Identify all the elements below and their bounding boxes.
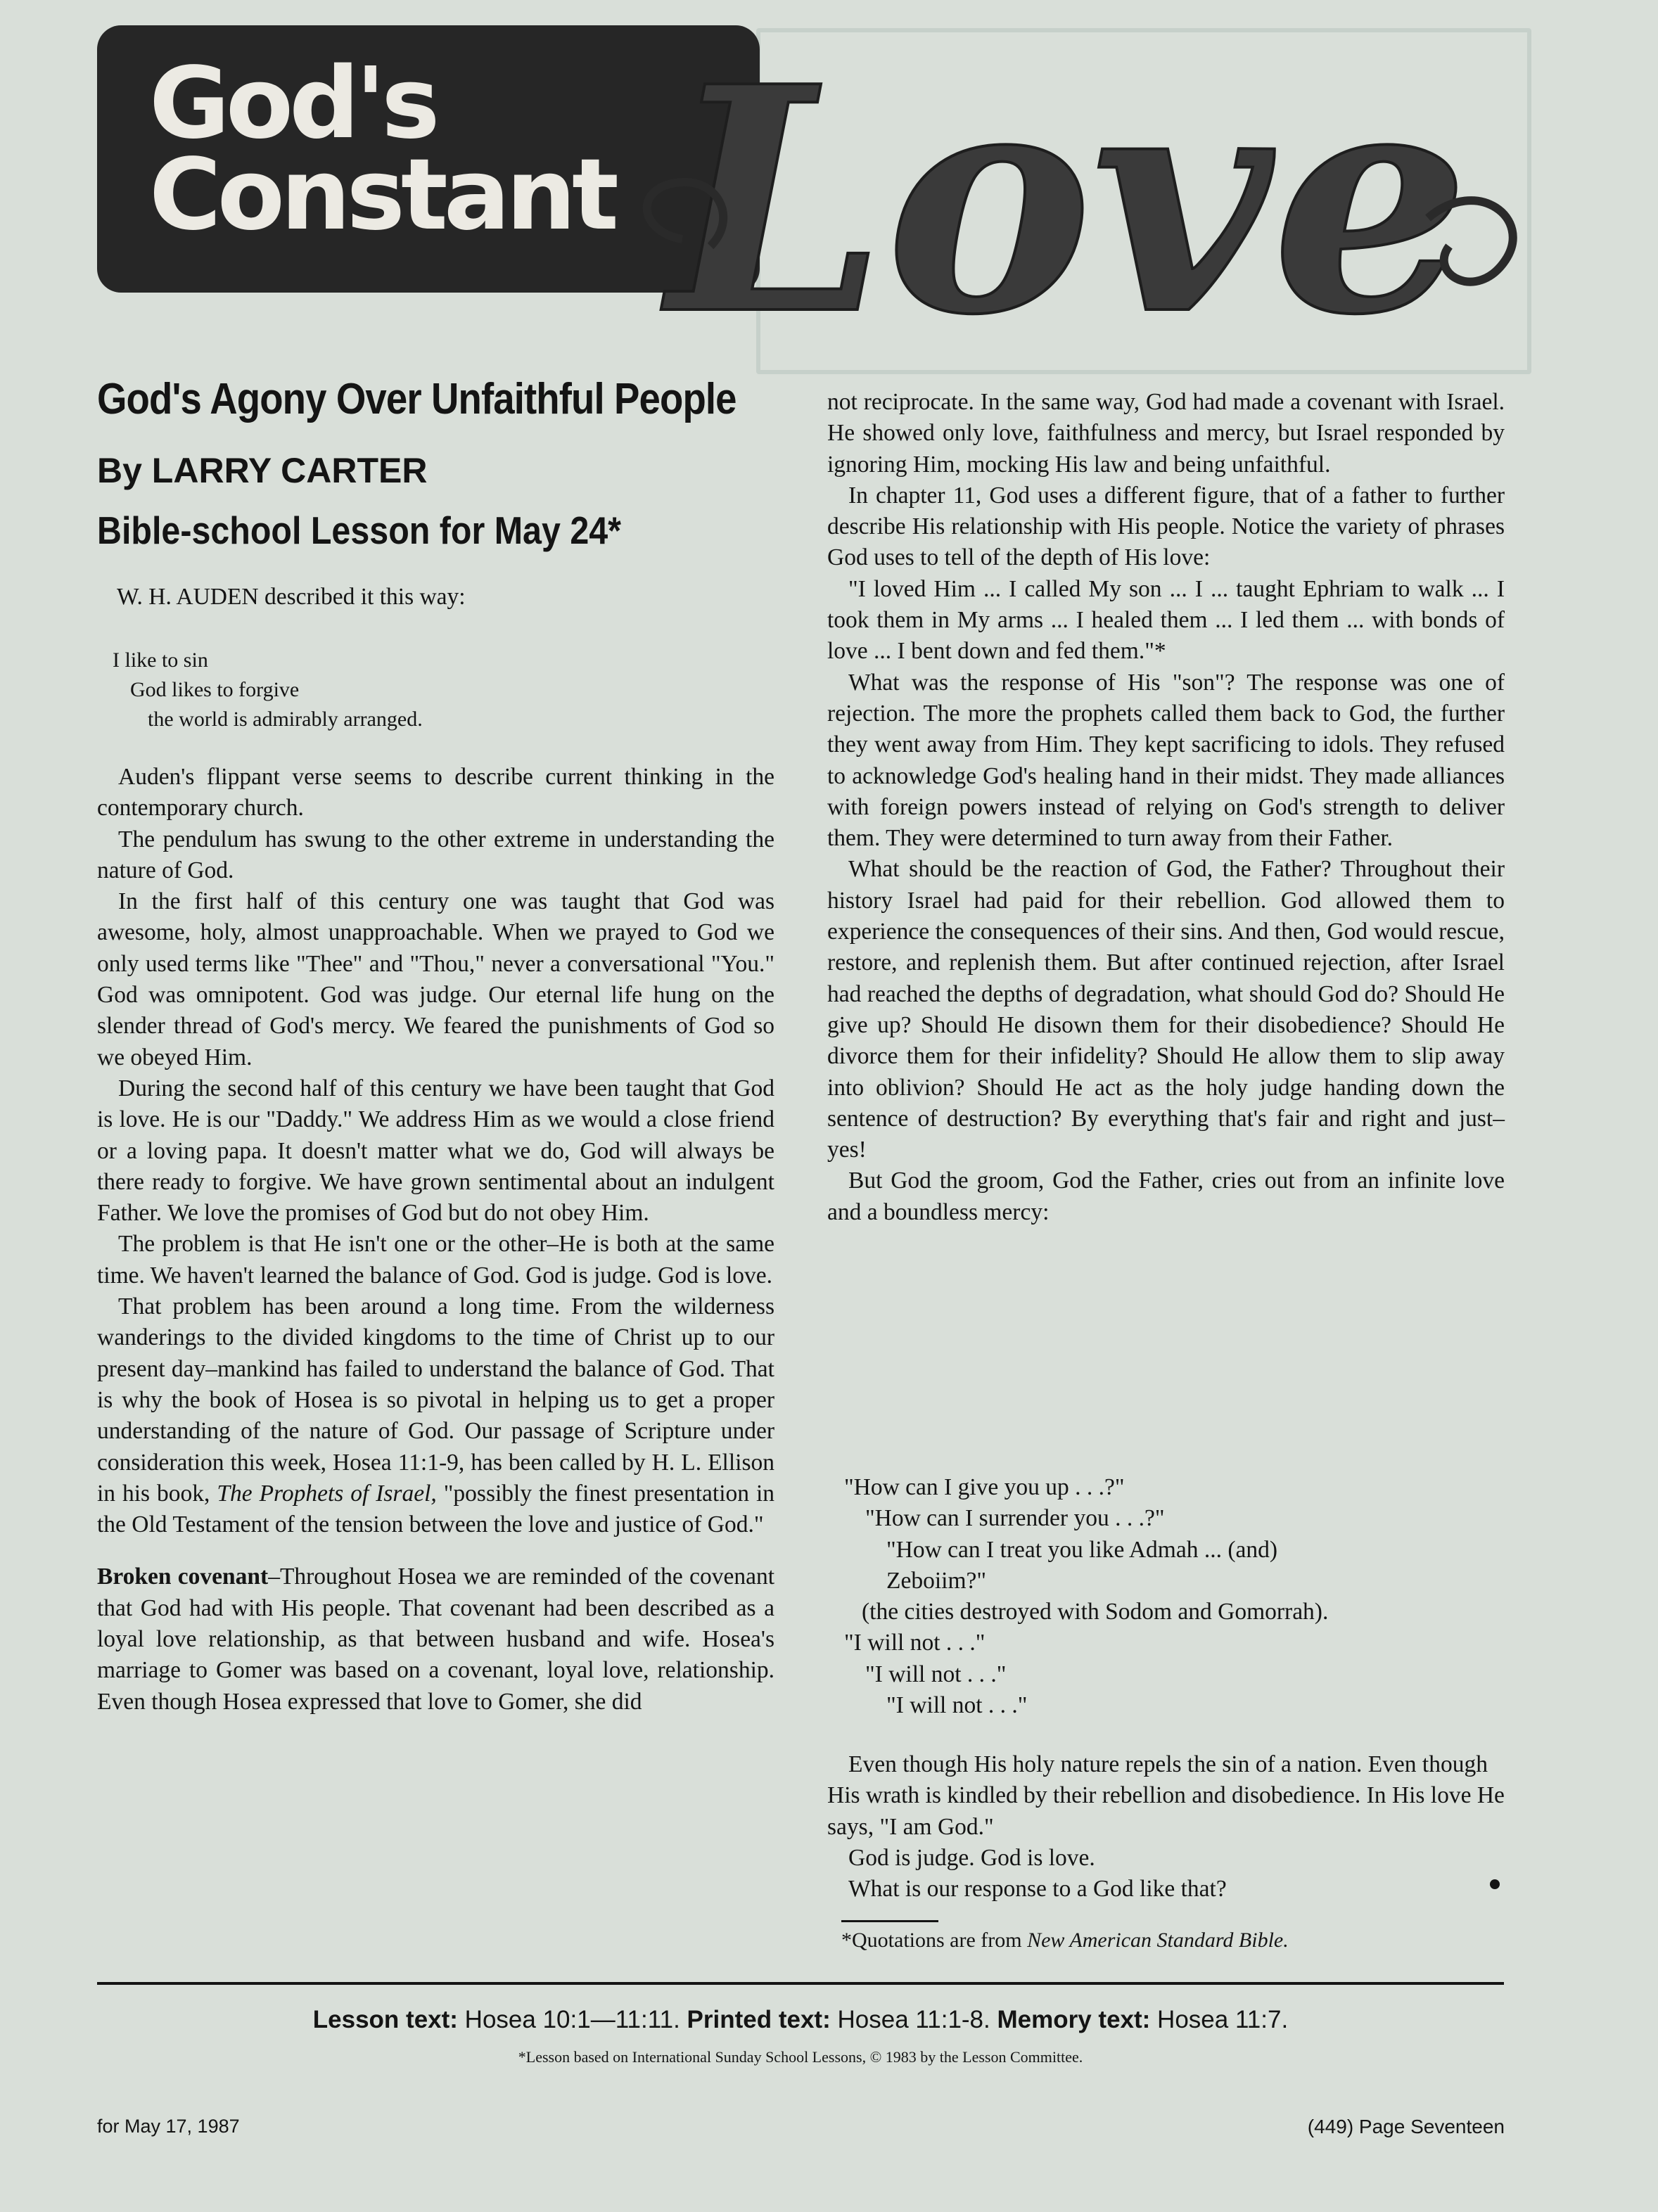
memory-value: Hosea 11:7. [1157,2006,1289,2033]
footnote [841,1929,1289,1952]
lesson-subheadline: Bible-school Lesson for May 24* [97,509,622,552]
title-line-2: Constant [149,138,615,252]
poem-line: Zeboiim?" [886,1567,987,1594]
issue-date: for May 17, 1987 [97,2116,240,2137]
paragraph: Auden's flippant verse seems to describe current thinking in the contemporary church. [97,764,774,821]
paragraph: During the second half of this century we have been taught that God is love. He is our "Daddy." We address Him as we would a close friend or a loving papa. It doesn't matter what we do, God will always be there ready to forgive. We have grown sentimental about an indulgent Father. We love the promises of God but do not obey Him. [97,1075,774,1227]
section-heading: Broken covenant [97,1564,269,1590]
divider-rule [97,1982,1504,1985]
right-column [827,387,1505,1228]
printed-label: Printed text: [687,2006,831,2033]
printed-value: Hosea 11:1-8. [837,2006,990,2033]
paragraph: What is our response to a God like that? [848,1876,1227,1903]
article-headline: God's Agony Over Unfaithful People [97,375,736,423]
lesson-label: Lesson text: [312,2006,458,2033]
verse-line: I like to sin [113,648,208,672]
poem-line: "I will not . . ." [865,1661,1007,1687]
end-bullet [1490,1879,1500,1889]
book-title: The Prophets of Israel, [217,1480,437,1507]
intro-line: W. H. AUDEN described it this way: [117,584,466,610]
page-number: (449) Page Seventeen [1307,2116,1505,2137]
footnote-prefix: *Quotations are from [841,1929,1022,1952]
paragraph-text: That problem has been around a long time. From the wilderness wanderings to the divided kingdoms to the time of Christ up to our present day–mankind has failed to understand the balance of God. That is why the book of Hosea is so pivotal in helping us to get a proper understanding of the nature of God. Our passage of Scripture under consideration this week, Hosea 11:1-9, has been called by H. L. Ellison in his book, [97,1293,774,1507]
paragraph: Even though His holy nature repels the sin of a nation. Even though His wrath is kindled by their rebellion and disobedience. In His love He says, "I am God." [827,1751,1505,1840]
paragraph: The pendulum has swung to the other extreme in understanding the nature of God. [97,826,774,883]
love-script-logo [633,7,1541,401]
memory-label: Memory text: [997,2006,1151,2033]
poem-line: "I will not . . ." [844,1630,986,1656]
footnote-rule [841,1920,938,1922]
lesson-value: Hosea 10:1—11:11. [464,2006,680,2033]
citation-quote: "possibly the finest presentation in the Old Testament of the tension between the love and justice of God." [97,1480,775,1538]
section-text: –Throughout Hosea we are reminded of the covenant that God had with His people. That covenant had been described as a loyal love relationship, as that between husband and wife. Hosea's marriage to Gomer was based on a covenant, loyal love, relationship. Even though Hosea expressed that love to Gomer, she did [97,1564,774,1715]
lesson-credit: *Lesson based on International Sunday School Lessons, © 1983 by the Lesson Committee. [518,2048,1083,2066]
verse-line: the world is admirably arranged. [148,708,423,731]
auden-verse [113,646,423,734]
left-column [97,762,774,1718]
paragraph: "I loved Him ... I called My son ... I ... taught Ephriam to walk ... I took them in My arms ... I healed them ... I led them ... with bonds of love ... I bent down and fed them."* [827,575,1505,665]
closing-text [827,1749,1505,1905]
paragraph: But God the groom, God the Father, cries out from an infinite love and a boundless mercy: [827,1168,1505,1225]
poem-line: "How can I surrender you . . .?" [865,1505,1165,1532]
poem-line: "How can I treat you like Admah ... (and) [886,1536,1278,1563]
paragraph: The problem is that He isn't one or the other–He is both at the same time. We haven't learned the balance of God. God is judge. God is love. [97,1231,774,1289]
paragraph: What was the response of His "son"? The response was one of rejection. The more the prophets called them back to God, the further they went away from Him. They kept sacrificing to idols. They refused to acknowledge God's healing hand in their midst. They made alliances with foreign powers instead of relying on God's strength to deliver them. They were determined to turn away from their Father. [827,669,1505,852]
paragraph: In chapter 11, God uses a different figure, that of a father to further describe His relationship with His people. Notice the variety of phrases God uses to tell of the depth of His love: [827,482,1505,571]
paragraph-with-citation [97,1291,774,1540]
poem-line: (the cities destroyed with Sodom and Gomorrah). [862,1599,1329,1625]
paragraph: God is judge. God is love. [848,1844,1095,1871]
section-paragraph [97,1561,774,1717]
love-script-text: Love [668,19,1469,383]
lesson-texts [97,2006,1504,2034]
poem-line: "I will not . . ." [886,1692,1028,1719]
title-line-1: God's [149,46,436,161]
poem-line: "How can I give you up . . .?" [844,1474,1125,1500]
verse-line: God likes to forgive [130,678,300,701]
paragraph: What should be the reaction of God, the Father? Throughout their history Israel had paid for their rebellion. God allowed them to experience the consequences of their sins. And then, God would rescue, restore, and replenish them. But after continued rejection, after Israel had reached the depths of degradation, what should God do? Should He give up? Should He disown them for their disobedience? Should He divorce them for their infidelity? Should He allow them to slip away into oblivion? Should He act as the holy judge handing down the sentence of destruction? By everything that's fair and right and just–yes! [827,856,1505,1163]
footnote-source: New American Standard Bible. [1027,1929,1289,1952]
hosea-poem [844,1472,1505,1721]
byline: By LARRY CARTER [97,451,428,490]
paragraph: not reciprocate. In the same way, God had made a covenant with Israel. He showed only love, faithfulness and mercy, but Israel responded by ignoring Him, mocking His law and being unfaithful. [827,389,1505,478]
paragraph: In the first half of this century one was taught that God was awesome, holy, almost unapproachable. When we prayed to God we only used terms like "Thee" and "Thou," never a conversational "You." God was omnipotent. God was judge. Our eternal life hung on the slender thread of God's mercy. We feared the punishments of God so we obeyed Him. [97,888,774,1070]
